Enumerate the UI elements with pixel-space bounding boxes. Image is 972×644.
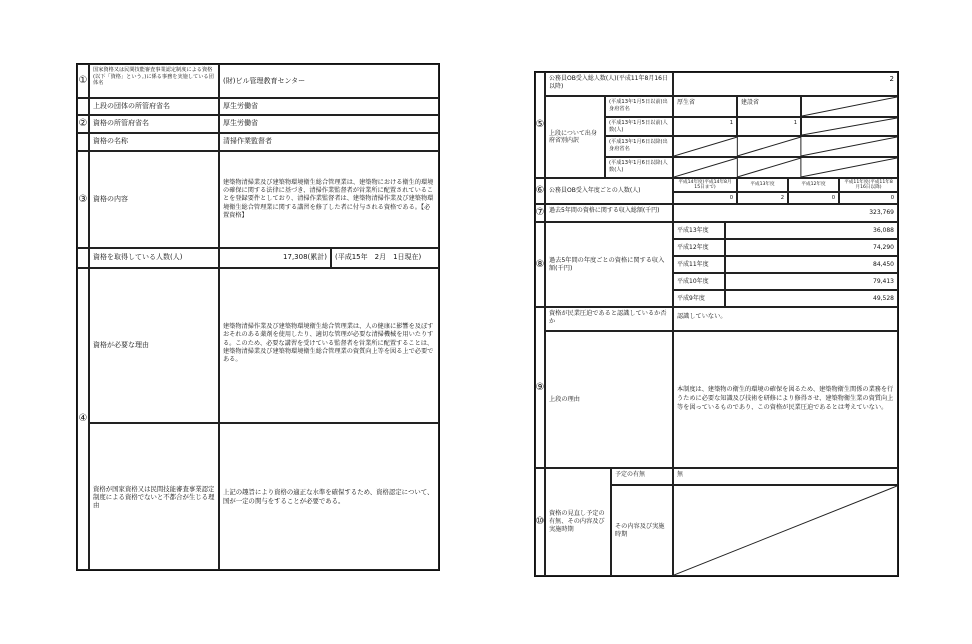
holders-label: 資格を取得している人数(人) (89, 248, 219, 268)
row3-label: 資格の内容 (89, 151, 219, 248)
competition-question-value: 認識していない。 (673, 307, 898, 331)
disadvantage-reason-label: 資格が国家資格又は民間技能審査事業認定制度による資格でないと不都合が生じる理由 (89, 423, 219, 570)
row1-value: (財)ビル管理教育センター (219, 64, 439, 98)
row7-number: ⑦ (535, 204, 545, 222)
plan-exists-value: 無 (673, 468, 898, 485)
year-header-3: 平成12年度 (788, 178, 839, 192)
row7-value: 323,769 (673, 204, 898, 222)
income-year-1: 平成13年度 (673, 222, 725, 239)
row2-number: ② (77, 115, 89, 133)
left-document-page (76, 63, 440, 571)
row6-number: ⑥ (535, 178, 545, 204)
income-year-4: 平成10年度 (673, 273, 725, 290)
income-year-5: 平成9年度 (673, 290, 725, 307)
ob-total-value: 2 (673, 72, 898, 96)
row6-label: 公務員OB受入年度ごとの人数(人) (545, 178, 673, 204)
right-document-page (534, 71, 899, 577)
row9-number: ⑨ (535, 307, 545, 468)
necessity-reason-text: 建築物清掃作業及び建築物環境衛生総合管理業は、人の健康に影響を及ぼすおそれのある薬剤を使用したり、適切な管理が必要な清掃機械を用いたりする。このため、必要な講習を受けている監督者を営業所に配置することは、建築物清掃業及び建築物環境衛生総合管理業の資質向上等を図る上で必要である。 (219, 268, 439, 423)
holders-count: 17,308(累計) (219, 248, 331, 268)
row3-number: ③ (77, 151, 89, 248)
plan-detail-diagonal (673, 485, 898, 576)
sub1-label: (平成13年1月5日以前)出身府省名 (605, 96, 673, 117)
ob-total-label: 公務員OB受入総人数(人)(平成11年8月16日以降) (545, 72, 673, 96)
necessity-reason-label: 資格が必要な理由 (89, 268, 219, 423)
year-count-4: 0 (839, 192, 898, 204)
income-value-5: 49,528 (725, 290, 898, 307)
income-value-4: 79,413 (725, 273, 898, 290)
row-name-number-blank (77, 133, 89, 151)
year-count-3: 0 (788, 192, 839, 204)
count-a: 1 (673, 117, 737, 136)
qualification-name-label: 資格の名称 (89, 133, 219, 151)
row7-label: 過去5年間の資格に関する収入総額(千円) (545, 204, 673, 222)
competition-question-label: 資格が民業圧迫であると認識しているか否か (545, 307, 673, 331)
row-parent-number-blank (77, 98, 89, 115)
ministry-a: 厚生省 (673, 96, 737, 117)
review-plan-label: 資格の見直し予定の有無、その内容及び実施時期 (545, 468, 611, 576)
income-year-3: 平成11年度 (673, 256, 725, 273)
competition-reason-value: 本制度は、建築物の衛生的環境の確保を図るため、建築物衛生関係の業務を行うために必要な知識及び技術を研修により修得させ、建築物衛生業の資質向上等を図っているものであり、この資格が民業圧迫であるとは考えていない。 (673, 331, 898, 468)
year-header-2: 平成13年度 (737, 178, 788, 192)
disadvantage-reason-text: 上記の趣旨により資格の適正な水準を確保するため、資格認定について、国が一定の関与をすることが必要である。 (219, 423, 439, 570)
year-header-4: 平成11年度(平成11年8月16日以降) (839, 178, 898, 192)
post-2001-ministry-diagonal (673, 136, 898, 157)
income-year-2: 平成12年度 (673, 239, 725, 256)
post-2001-count-diagonal (673, 157, 898, 178)
row8-label: 過去5年間の年度ごとの資格に関する収入額(千円) (545, 222, 673, 307)
year-count-2: 2 (737, 192, 788, 204)
holders-date: (平成15年 2月 1日現在) (331, 248, 439, 268)
year-count-1: 0 (673, 192, 737, 204)
row2-value: 厚生労働省 (219, 115, 439, 133)
row3-value: 建築物清掃業及び建築物環境衛生総合管理業は、建築物における衛生的環境の確保に関する法律に基づき、清掃作業監督者が営業所に配置されていることを登録要件としており、清掃作業監督者は、建築物清掃作業及び建築物環境衛生総合管理業に関する講習を修了した者に付与される資格である。【必置資格】 (219, 151, 439, 248)
row1-number: ① (77, 64, 89, 98)
income-value-1: 36,088 (725, 222, 898, 239)
income-value-2: 74,290 (725, 239, 898, 256)
sub4-label: (平成13年1月6日以降)人数(人) (605, 157, 673, 178)
row5-number: ⑤ (535, 72, 545, 178)
row10-number: ⑩ (535, 468, 545, 576)
year-header-1: 平成14年度(平成14年8月15日まで) (673, 178, 737, 192)
parent-ministry-value: 厚生労働省 (219, 98, 439, 115)
plan-detail-label: その内容及び実施時期 (611, 485, 673, 576)
plan-exists-label: 予定の有無 (611, 468, 673, 485)
parent-ministry-label: 上段の団体の所管府省名 (89, 98, 219, 115)
row8-number: ⑧ (535, 222, 545, 307)
ministry-b: 建設省 (737, 96, 801, 117)
sub2-label: (平成13年1月5日以前)人数(人) (605, 117, 673, 136)
ministry-blank-diagonal (801, 96, 898, 117)
count-b: 1 (737, 117, 801, 136)
sub3-label: (平成13年1月6日以降)出身府省名 (605, 136, 673, 157)
qualification-name-value: 清掃作業監督者 (219, 133, 439, 151)
row1-label: 国家資格又は民間技能審査事業認定制度による資格(以下「資格」という。)に係る事務を実施している団体名 (89, 64, 219, 98)
ministry-breakdown-label: 上段について出身府省別内訳 (545, 96, 605, 178)
income-value-3: 84,450 (725, 256, 898, 273)
row2-label: 資格の所管府省名 (89, 115, 219, 133)
row4-number: ④ (77, 268, 89, 570)
row-holders-number-blank (77, 248, 89, 268)
count-blank-diagonal (801, 117, 898, 136)
competition-reason-label: 上段の理由 (545, 331, 673, 468)
